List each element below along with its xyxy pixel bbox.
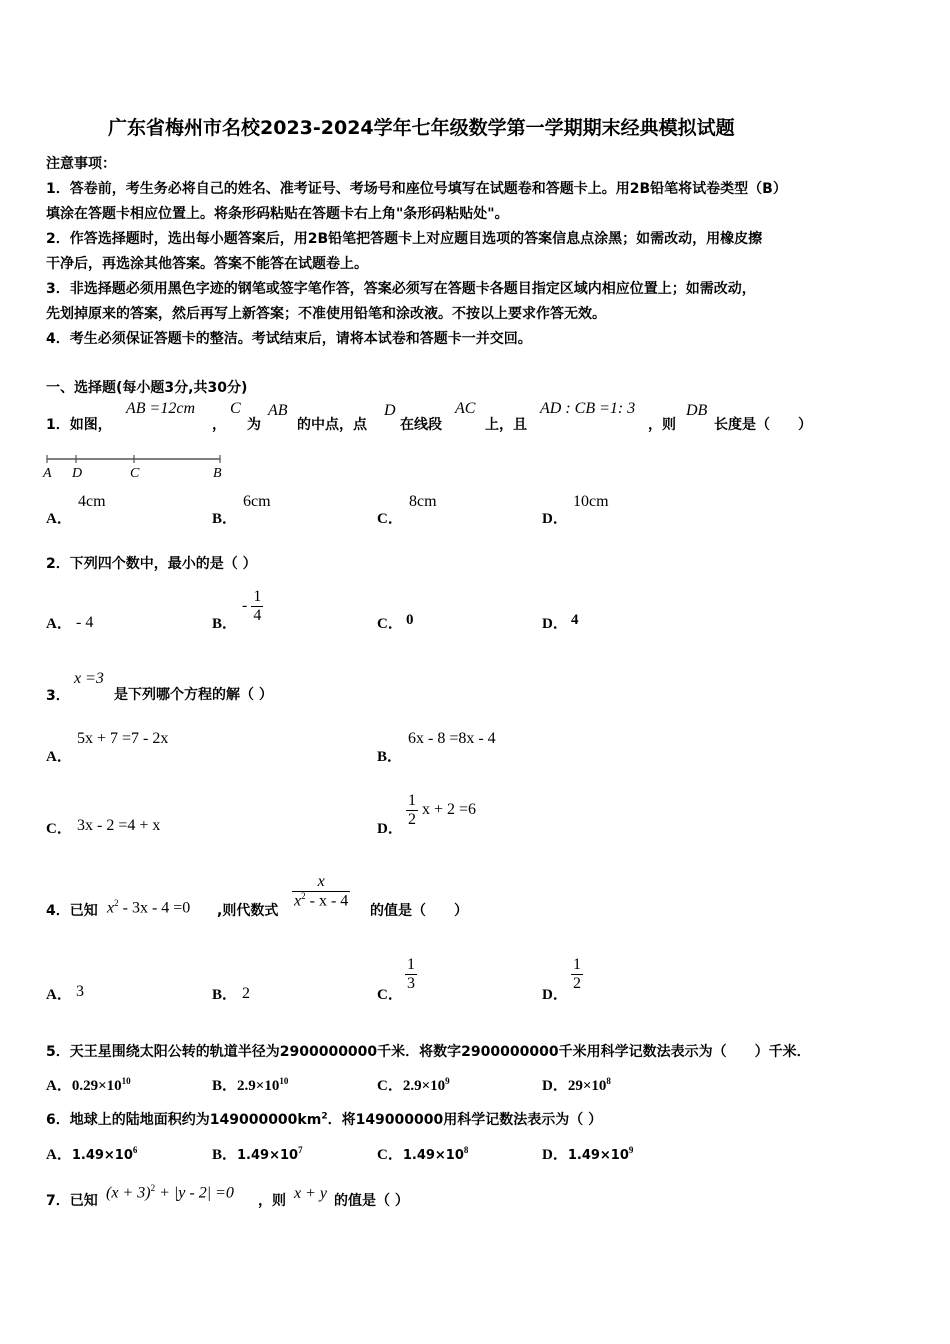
q4-post: 的值是（ ） — [370, 903, 468, 919]
option-base: 2.9×10 — [237, 1078, 280, 1094]
option-exp: 9 — [628, 1145, 634, 1155]
q1-text: 在线段 — [400, 417, 442, 433]
q7-sum: x + y — [294, 1185, 327, 1202]
q1-option-a[interactable]: 4cm — [78, 493, 106, 510]
notice-line: 3．非选择题必须用黑色字迹的钢笔或签字笔作答，答案必须写在答题卡各题目指定区域内相应位置上；如需改动， — [46, 281, 756, 297]
q1-segment-figure — [40, 452, 240, 482]
q1-math-db: DB — [686, 402, 708, 419]
q3-option-d[interactable] — [406, 792, 476, 828]
q3-option-c-label[interactable]: C． — [46, 821, 72, 837]
q2-option-c-label[interactable]: C． — [377, 616, 403, 632]
q4-option-b[interactable]: 2 — [242, 985, 250, 1002]
option-exp: 8 — [463, 1145, 469, 1155]
numerator: 1 — [408, 792, 416, 809]
section-heading: 一、选择题(每小题3分,共30分) — [46, 380, 248, 396]
option-base: 1.49×10 — [237, 1148, 299, 1163]
label-d: D — [72, 466, 83, 481]
exponent: 2 — [114, 898, 119, 908]
q1-text: ， — [212, 417, 226, 433]
q3-condition: x =3 — [74, 670, 104, 687]
q5-option-c[interactable] — [377, 1074, 450, 1095]
option-base: 1.49×10 — [567, 1148, 629, 1163]
q1-number: 1．如图， — [46, 417, 112, 433]
q6-option-a[interactable] — [46, 1143, 137, 1164]
q2-option-c[interactable]: 0 — [406, 612, 414, 628]
q4-equation — [107, 898, 190, 917]
option-base: 2.9×10 — [402, 1078, 446, 1094]
option-exp: 9 — [445, 1076, 450, 1086]
q1-text: 为 — [247, 417, 261, 433]
numerator: 1 — [253, 588, 262, 605]
expression: x + 2 =6 — [422, 801, 477, 819]
fraction — [292, 873, 350, 910]
q3-option-b[interactable]: 6x - 8 =8x - 4 — [408, 730, 496, 747]
minus-sign: - — [242, 597, 248, 615]
option-label: A． — [46, 1147, 72, 1163]
q1-option-c[interactable]: 8cm — [409, 493, 437, 510]
q5-text: 5．天王星围绕太阳公转的轨道半径为2900000000千米．将数字2900000000千米用科学记数法表示为（ ）千米． — [46, 1044, 811, 1060]
q7-post: 的值是（ ） — [334, 1193, 409, 1209]
q6-post: ．将149000000用科学记数法表示为（ ） — [327, 1112, 603, 1128]
option-exp: 6 — [132, 1145, 138, 1155]
q5-option-b[interactable] — [212, 1074, 288, 1095]
option-label: C． — [377, 1078, 403, 1094]
q1-math-ab: AB =12cm — [126, 400, 195, 417]
label-a: A — [43, 466, 52, 481]
q3-option-a-label[interactable]: A． — [46, 749, 72, 765]
q4-pre: 4．已知 — [46, 903, 98, 919]
q4-option-a[interactable]: 3 — [76, 983, 84, 1000]
q4-option-d-label[interactable]: D． — [542, 987, 568, 1003]
q6-option-c[interactable] — [377, 1143, 468, 1164]
q1-math-ab2: AB — [268, 402, 288, 419]
q4-option-d[interactable] — [571, 956, 583, 992]
q1-option-d[interactable]: 10cm — [573, 493, 609, 510]
q3-option-d-label[interactable]: D． — [377, 821, 403, 837]
q5-option-d[interactable] — [542, 1074, 611, 1095]
option-label: D． — [542, 1147, 568, 1163]
notice-line: 2．作答选择题时，选出每小题答案后，用2B铅笔把答题卡上对应题目选项的答案信息点涂黑；如需改动，用橡皮擦 — [46, 231, 763, 247]
q4-option-a-label[interactable]: A． — [46, 987, 72, 1003]
q3-option-a[interactable]: 5x + 7 =7 - 2x — [77, 730, 169, 747]
q3-option-b-label[interactable]: B． — [377, 749, 403, 765]
notice-heading: 注意事项： — [46, 156, 116, 172]
q1-option-a-label[interactable]: A． — [46, 511, 72, 527]
fraction — [405, 956, 417, 992]
q7-mid: ，则 — [258, 1193, 286, 1209]
denominator: 3 — [407, 974, 415, 992]
q1-math-d: D — [384, 402, 396, 419]
var-x: x — [294, 891, 302, 909]
option-label: A． — [46, 1078, 72, 1094]
q5-option-a[interactable] — [46, 1074, 131, 1095]
numerator: 1 — [407, 956, 415, 973]
notice-line: 干净后，再选涂其他答案。答案不能答在试题卷上。 — [46, 256, 368, 272]
q1-math-ac: AC — [455, 400, 476, 417]
fraction — [251, 588, 263, 624]
q6-option-d[interactable] — [542, 1143, 633, 1164]
q7-pre: 7．已知 — [46, 1193, 98, 1209]
q2-option-a[interactable]: - 4 — [76, 614, 94, 631]
numerator: x — [317, 873, 325, 890]
option-exp: 8 — [606, 1076, 611, 1086]
unit-exponent: 2 — [321, 1111, 328, 1122]
equation-rest: - 3x - 4 =0 — [118, 899, 191, 917]
option-label: C． — [377, 1147, 403, 1163]
q1-option-b[interactable]: 6cm — [243, 493, 271, 510]
numerator: 1 — [573, 956, 581, 973]
q1-option-d-label[interactable]: D． — [542, 511, 568, 527]
option-base: 29×10 — [567, 1078, 607, 1094]
q3-number: 3． — [46, 688, 70, 704]
q1-math-ratio: AD : CB =1: 3 — [540, 400, 636, 417]
option-exp: 7 — [298, 1145, 303, 1155]
notice-line: 填涂在答题卡相应位置上。将条形码粘贴在答题卡右上角"条形码粘贴处"。 — [46, 206, 509, 222]
option-label: D． — [542, 1078, 568, 1094]
denominator: 2 — [573, 974, 581, 992]
q2-option-b-label[interactable]: B． — [212, 616, 238, 632]
q2-option-a-label[interactable]: A． — [46, 616, 72, 632]
q6-text — [46, 1109, 602, 1129]
q1-text: 的中点，点 — [297, 417, 367, 433]
q4-mid: ,则代数式 — [217, 903, 279, 919]
q4-fraction — [292, 873, 350, 910]
option-base: 0.29×10 — [71, 1078, 122, 1094]
notice-line: 1．答卷前，考生务必将自己的姓名、准考证号、考场号和座位号填写在试题卷和答题卡上。用2B铅笔将试卷类型（B） — [46, 181, 787, 197]
q3-text: 是下列哪个方程的解（ ） — [114, 687, 273, 703]
q7-term: (x + 3) — [106, 1184, 151, 1202]
denominator: 4 — [253, 606, 262, 624]
denominator: 2 — [408, 810, 416, 828]
q2-option-d-label[interactable]: D． — [542, 616, 568, 632]
option-label: B． — [212, 1147, 238, 1163]
q4-option-c[interactable] — [405, 956, 417, 992]
q7-abs-term: + |y - 2| =0 — [155, 1184, 234, 1202]
q4-option-b-label[interactable]: B． — [212, 987, 238, 1003]
denominator-rest: - x - 4 — [305, 891, 349, 909]
q1-math-c: C — [230, 400, 241, 417]
q2-option-b[interactable] — [242, 588, 263, 624]
denominator — [292, 891, 350, 910]
q7-equation — [106, 1183, 234, 1202]
q1-option-c-label[interactable]: C． — [377, 511, 403, 527]
q1-text: 长度是（ ） — [714, 417, 812, 433]
q1-option-b-label[interactable]: B． — [212, 511, 238, 527]
label-b: B — [213, 466, 222, 481]
notice-line: 先划掉原来的答案，然后再写上新答案；不准使用铅笔和涂改液。不按以上要求作答无效。 — [46, 306, 606, 322]
q3-option-c[interactable]: 3x - 2 =4 + x — [77, 817, 161, 834]
q2-option-d[interactable]: 4 — [571, 612, 579, 628]
exponent: 2 — [301, 890, 306, 901]
option-label: B． — [212, 1078, 238, 1094]
option-base: 1.49×10 — [402, 1148, 464, 1163]
q1-text: 上，且 — [485, 417, 527, 433]
q2-text: 2．下列四个数中，最小的是（ ） — [46, 556, 257, 572]
q6-pre: 6．地球上的陆地面积约为149000000km — [46, 1112, 322, 1128]
option-base: 1.49×10 — [71, 1148, 133, 1163]
option-exp: 10 — [121, 1076, 131, 1086]
option-exp: 10 — [279, 1076, 289, 1086]
q1-text: ，则 — [648, 417, 676, 433]
q6-option-b[interactable] — [212, 1143, 303, 1164]
q4-option-c-label[interactable]: C． — [377, 987, 403, 1003]
exponent: 2 — [150, 1183, 156, 1193]
label-c: C — [130, 466, 140, 481]
notice-line: 4．考生必须保证答题卡的整洁。考试结束后，请将本试卷和答题卡一并交回。 — [46, 331, 532, 347]
page-title: 广东省梅州市名校2023-2024学年七年级数学第一学期期末经典模拟试题 — [108, 117, 735, 139]
fraction — [571, 956, 583, 992]
fraction — [406, 792, 418, 828]
var-x: x — [107, 899, 115, 917]
